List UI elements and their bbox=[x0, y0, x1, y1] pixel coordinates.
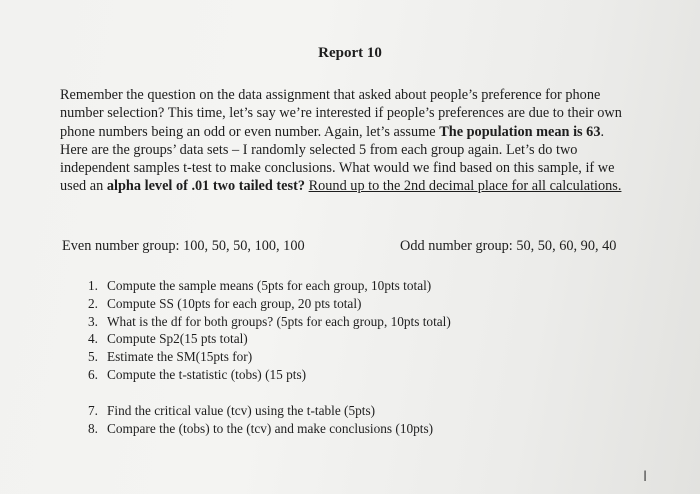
task-number: 8. bbox=[88, 420, 98, 436]
paragraph-bold-population-mean: The population mean is 63 bbox=[439, 123, 601, 140]
task-text: Find the critical value (tcv) using the t-table (5pts) bbox=[107, 403, 376, 418]
task-number: 5. bbox=[88, 349, 98, 365]
task-item bbox=[88, 348, 451, 366]
task-text: What is the df for both groups? (5pts for each group, 10pts total) bbox=[107, 313, 451, 329]
paragraph-text-2: . Here are the groups’ data sets – I randomly selected 5 from each group again. Let’s do two independent samples t-test to make conclusions. What would we find based on this sample, if we used an bbox=[60, 123, 615, 195]
task-number: 6. bbox=[88, 366, 98, 382]
task-number: 7. bbox=[88, 403, 98, 418]
task-item bbox=[88, 366, 451, 384]
task-text: Compute Sp2(15 pts total) bbox=[107, 331, 248, 347]
paragraph-underlined-rounding: Round up to the 2nd decimal place for all calculations. bbox=[308, 178, 622, 195]
odd-group-data: Odd number group: 50, 50, 60, 90, 40 bbox=[400, 238, 617, 254]
task-item bbox=[88, 313, 451, 331]
instructions-paragraph bbox=[60, 86, 635, 196]
task-number: 2. bbox=[88, 295, 98, 311]
paragraph-bold-alpha: alpha level of .01 two tailed test? bbox=[106, 178, 306, 195]
paragraph-text-1: Remember the question on the data assignment that asked about people’s preference for phone number selection? This time, let’s say we’re interested if people’s preferences are due to their own phone numbers being an odd or even number. Again, let’s assume bbox=[60, 87, 622, 140]
task-text: Compute the sample means (5pts for each group, 10pts total) bbox=[107, 278, 432, 293]
text-cursor-icon: I bbox=[643, 469, 648, 485]
task-text: Compute the t-statistic (tobs) (15 pts) bbox=[107, 366, 307, 382]
task-item bbox=[88, 295, 451, 313]
task-number: 3. bbox=[88, 313, 98, 329]
report-title: Report 10 bbox=[318, 45, 382, 61]
task-number: 1. bbox=[88, 278, 98, 293]
even-group-data: Even number group: 100, 50, 50, 100, 100 bbox=[62, 238, 305, 254]
task-list-2 bbox=[88, 402, 433, 438]
task-number: 4. bbox=[88, 331, 98, 347]
task-text: Compare the (tobs) to the (tcv) and make conclusions (10pts) bbox=[107, 420, 434, 436]
task-item bbox=[88, 277, 451, 295]
task-text: Compute SS (10pts for each group, 20 pts total) bbox=[107, 295, 362, 311]
task-text: Estimate the SM(15pts for) bbox=[107, 349, 253, 365]
task-list-1 bbox=[88, 277, 451, 384]
task-item bbox=[88, 330, 451, 348]
task-item bbox=[88, 402, 433, 420]
task-item bbox=[88, 420, 433, 438]
